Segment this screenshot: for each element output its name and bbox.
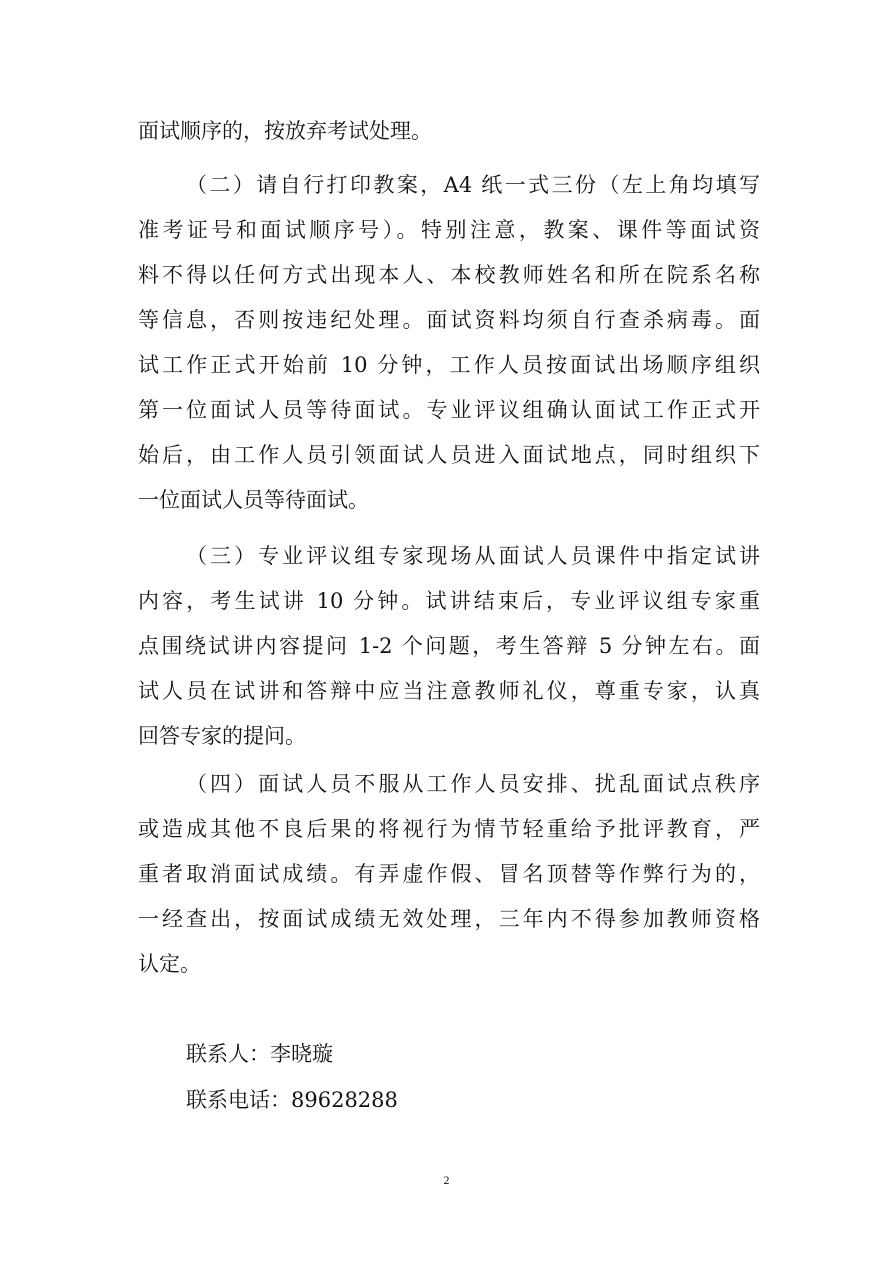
contact-person-name: 李晓璇 (270, 1042, 333, 1066)
paragraph-line: 或造成其他不良后果的将视行为情节轻重给予批评教育，严 (138, 817, 760, 841)
contact-phone-number: 89628288 (291, 1088, 398, 1112)
paragraph-line: 回答专家的提问。 (138, 724, 306, 748)
paragraph-line: （二）请自行打印教案，A4 纸一式三份（左上角均填写 (186, 173, 760, 197)
paragraph-line: 内容，考生试讲 10 分钟。试讲结束后，专业评议组专家重 (138, 589, 760, 613)
page-number: 2 (443, 1173, 450, 1187)
paragraph-line: 重者取消面试成绩。有弄虚作假、冒名顶替等作弊行为的， (138, 862, 760, 886)
paragraph-line: 第一位面试人员等待面试。专业评议组确认面试工作正式开 (138, 398, 760, 422)
contact-person (186, 1041, 333, 1067)
paragraph-line: 等信息，否则按违纪处理。面试资料均须自行查杀病毒。面 (138, 308, 760, 332)
paragraph-line: 一位面试人员等待面试。 (138, 488, 369, 512)
paragraph-line: 面试顺序的，按放弃考试处理。 (138, 119, 432, 143)
paragraph-line: （三）专业评议组专家现场从面试人员课件中指定试讲 (186, 544, 760, 568)
paragraph-line: 试工作正式开始前 10 分钟，工作人员按面试出场顺序组织 (138, 353, 760, 377)
paragraph-line: 准考证号和面试顺序号）。特别注意，教案、课件等面试资 (138, 218, 760, 242)
contact-person-label: 联系人： (186, 1042, 270, 1066)
paragraph-line: （四）面试人员不服从工作人员安排、扰乱面试点秩序 (186, 772, 760, 796)
paragraph-line: 点围绕试讲内容提问 1-2 个问题，考生答辩 5 分钟左右。面 (138, 634, 760, 658)
paragraph-line: 一经查出，按面试成绩无效处理，三年内不得参加教师资格 (138, 907, 760, 931)
paragraph-line: 始后，由工作人员引领面试人员进入面试地点，同时组织下 (138, 443, 760, 467)
paragraph-line: 料不得以任何方式出现本人、本校教师姓名和所在院系名称 (138, 263, 760, 287)
paragraph-line: 认定。 (138, 952, 201, 976)
contact-phone-label: 联系电话： (186, 1088, 291, 1112)
contact-phone (186, 1087, 398, 1113)
paragraph-line: 试人员在试讲和答辩中应当注意教师礼仪，尊重专家，认真 (138, 679, 760, 703)
